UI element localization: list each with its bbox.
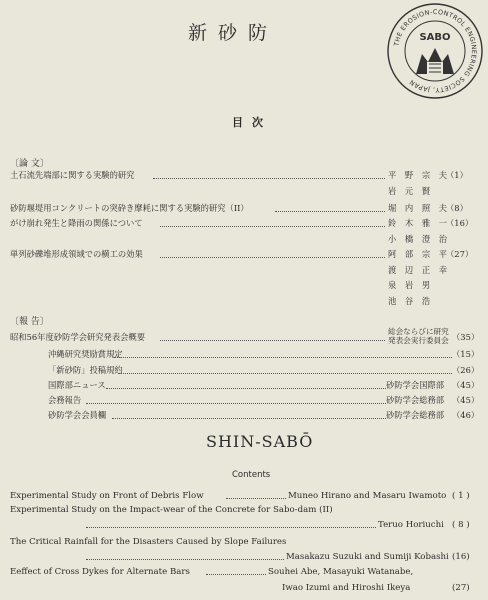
paper-title: 土石流先端部に関する実験的研究 bbox=[10, 170, 135, 180]
english-entry-title: Experimental Study on Front of Debris Flow bbox=[10, 491, 204, 501]
paper-title: 単列砂礫堆形成領域での横工の効果 bbox=[10, 249, 143, 259]
paper-page: （16） bbox=[446, 218, 474, 228]
report-title: 沖縄研究奨励賞規定 bbox=[48, 349, 123, 359]
english-entry-page: ( 8 ) bbox=[452, 520, 470, 530]
paper-author: 池 谷 浩 bbox=[388, 296, 434, 306]
leader-dots bbox=[114, 357, 452, 358]
english-entry-title: The Critical Rainfall for the Disasters Caused by Slope Failures bbox=[10, 537, 287, 547]
report-title: 昭和56年度砂防学会研究発表会概要 bbox=[10, 332, 146, 342]
english-entry-page: (16) bbox=[452, 552, 470, 562]
english-entry-page: ( 1 ) bbox=[452, 491, 470, 501]
paper-author: 平 野 宗 夫 bbox=[388, 170, 451, 180]
english-entry-authors: Teruo Horiuchi bbox=[378, 520, 444, 530]
paper-page: （8） bbox=[446, 203, 468, 213]
report-title: 会務報告 bbox=[48, 395, 82, 405]
leader-dots bbox=[106, 388, 386, 389]
leader-dots bbox=[112, 418, 386, 419]
english-entry-title: Experimental Study on the Impact-wear of the Concrete for Sabo-dam (II) bbox=[10, 505, 333, 515]
leader-dots bbox=[206, 574, 266, 575]
paper-author: 岩 元 賢 bbox=[388, 186, 434, 196]
paper-title: がけ崩れ発生と降雨の関係について bbox=[10, 218, 143, 228]
leader-dots bbox=[160, 226, 385, 227]
report-title: 「新砂防」投稿規約 bbox=[48, 365, 123, 375]
report-page: （15） bbox=[452, 349, 480, 359]
report-page: （35） bbox=[452, 332, 480, 342]
logo-ring-text: THE EROSION-CONTROL ENGINEERING SOCIETY, JAPAN bbox=[392, 7, 479, 95]
report-page: （26） bbox=[452, 365, 480, 375]
logo-center-text: SABO bbox=[419, 32, 451, 43]
report-title: 国際部ニュース bbox=[48, 380, 106, 390]
paper-page: （27） bbox=[446, 249, 474, 259]
paper-title: 砂防堰堤用コンクリートの突砕き摩耗に関する実験的研究（II） bbox=[10, 203, 249, 213]
report-page: （46） bbox=[452, 410, 480, 420]
english-title: SHIN-SABŌ bbox=[206, 432, 314, 451]
report-page: （45） bbox=[452, 395, 480, 405]
leader-dots bbox=[86, 403, 386, 404]
leader-dots bbox=[86, 559, 284, 560]
english-entry-page: (27) bbox=[452, 583, 470, 593]
paper-author: 阿 部 宗 平 bbox=[388, 249, 451, 259]
report-author: 砂防学会総務部 bbox=[386, 395, 445, 405]
english-entry-authors: Masakazu Suzuki and Sumiji Kobashi bbox=[286, 552, 449, 562]
leader-dots bbox=[118, 373, 452, 374]
english-entry-title: Eeffect of Cross Dykes for Alternate Bars bbox=[10, 567, 190, 577]
leader-dots bbox=[86, 527, 376, 528]
leader-dots bbox=[160, 340, 385, 341]
paper-page: （1） bbox=[446, 170, 468, 180]
english-contents-heading: Contents bbox=[232, 470, 271, 480]
report-title: 砂防学会会員欄 bbox=[48, 410, 107, 420]
leader-dots bbox=[160, 257, 385, 258]
society-logo bbox=[386, 2, 484, 100]
section-papers-heading: 〔論 文〕 bbox=[10, 159, 49, 169]
report-page: （45） bbox=[452, 380, 480, 390]
english-entry-authors-line2: Iwao Izumi and Hiroshi Ikeya bbox=[282, 583, 411, 593]
toc-title: 目次 bbox=[232, 116, 272, 129]
paper-author: 堀 内 照 夫 bbox=[388, 203, 451, 213]
section-reports-heading: 〔報 告〕 bbox=[10, 317, 49, 327]
english-entry-authors: Souhei Abe, Masayuki Watanabe, bbox=[268, 567, 414, 577]
leader-dots bbox=[153, 178, 385, 179]
leader-dots bbox=[226, 498, 286, 499]
paper-author: 小 橋 澄 治 bbox=[388, 234, 451, 244]
journal-title: 新砂防 bbox=[188, 22, 279, 44]
paper-author: 鈴 木 雅 一 bbox=[388, 218, 451, 228]
paper-author: 泉 岩 男 bbox=[388, 280, 434, 290]
report-author: 砂防学会総務部 bbox=[386, 410, 445, 420]
english-entry-authors: Muneo Hirano and Masaru Iwamoto bbox=[288, 491, 447, 501]
report-author: 総会ならびに研究発表会実行委員会 bbox=[388, 327, 449, 345]
report-author: 砂防学会国際部 bbox=[386, 380, 445, 390]
leader-dots bbox=[275, 211, 385, 212]
paper-author: 渡 辺 正 幸 bbox=[388, 265, 451, 275]
